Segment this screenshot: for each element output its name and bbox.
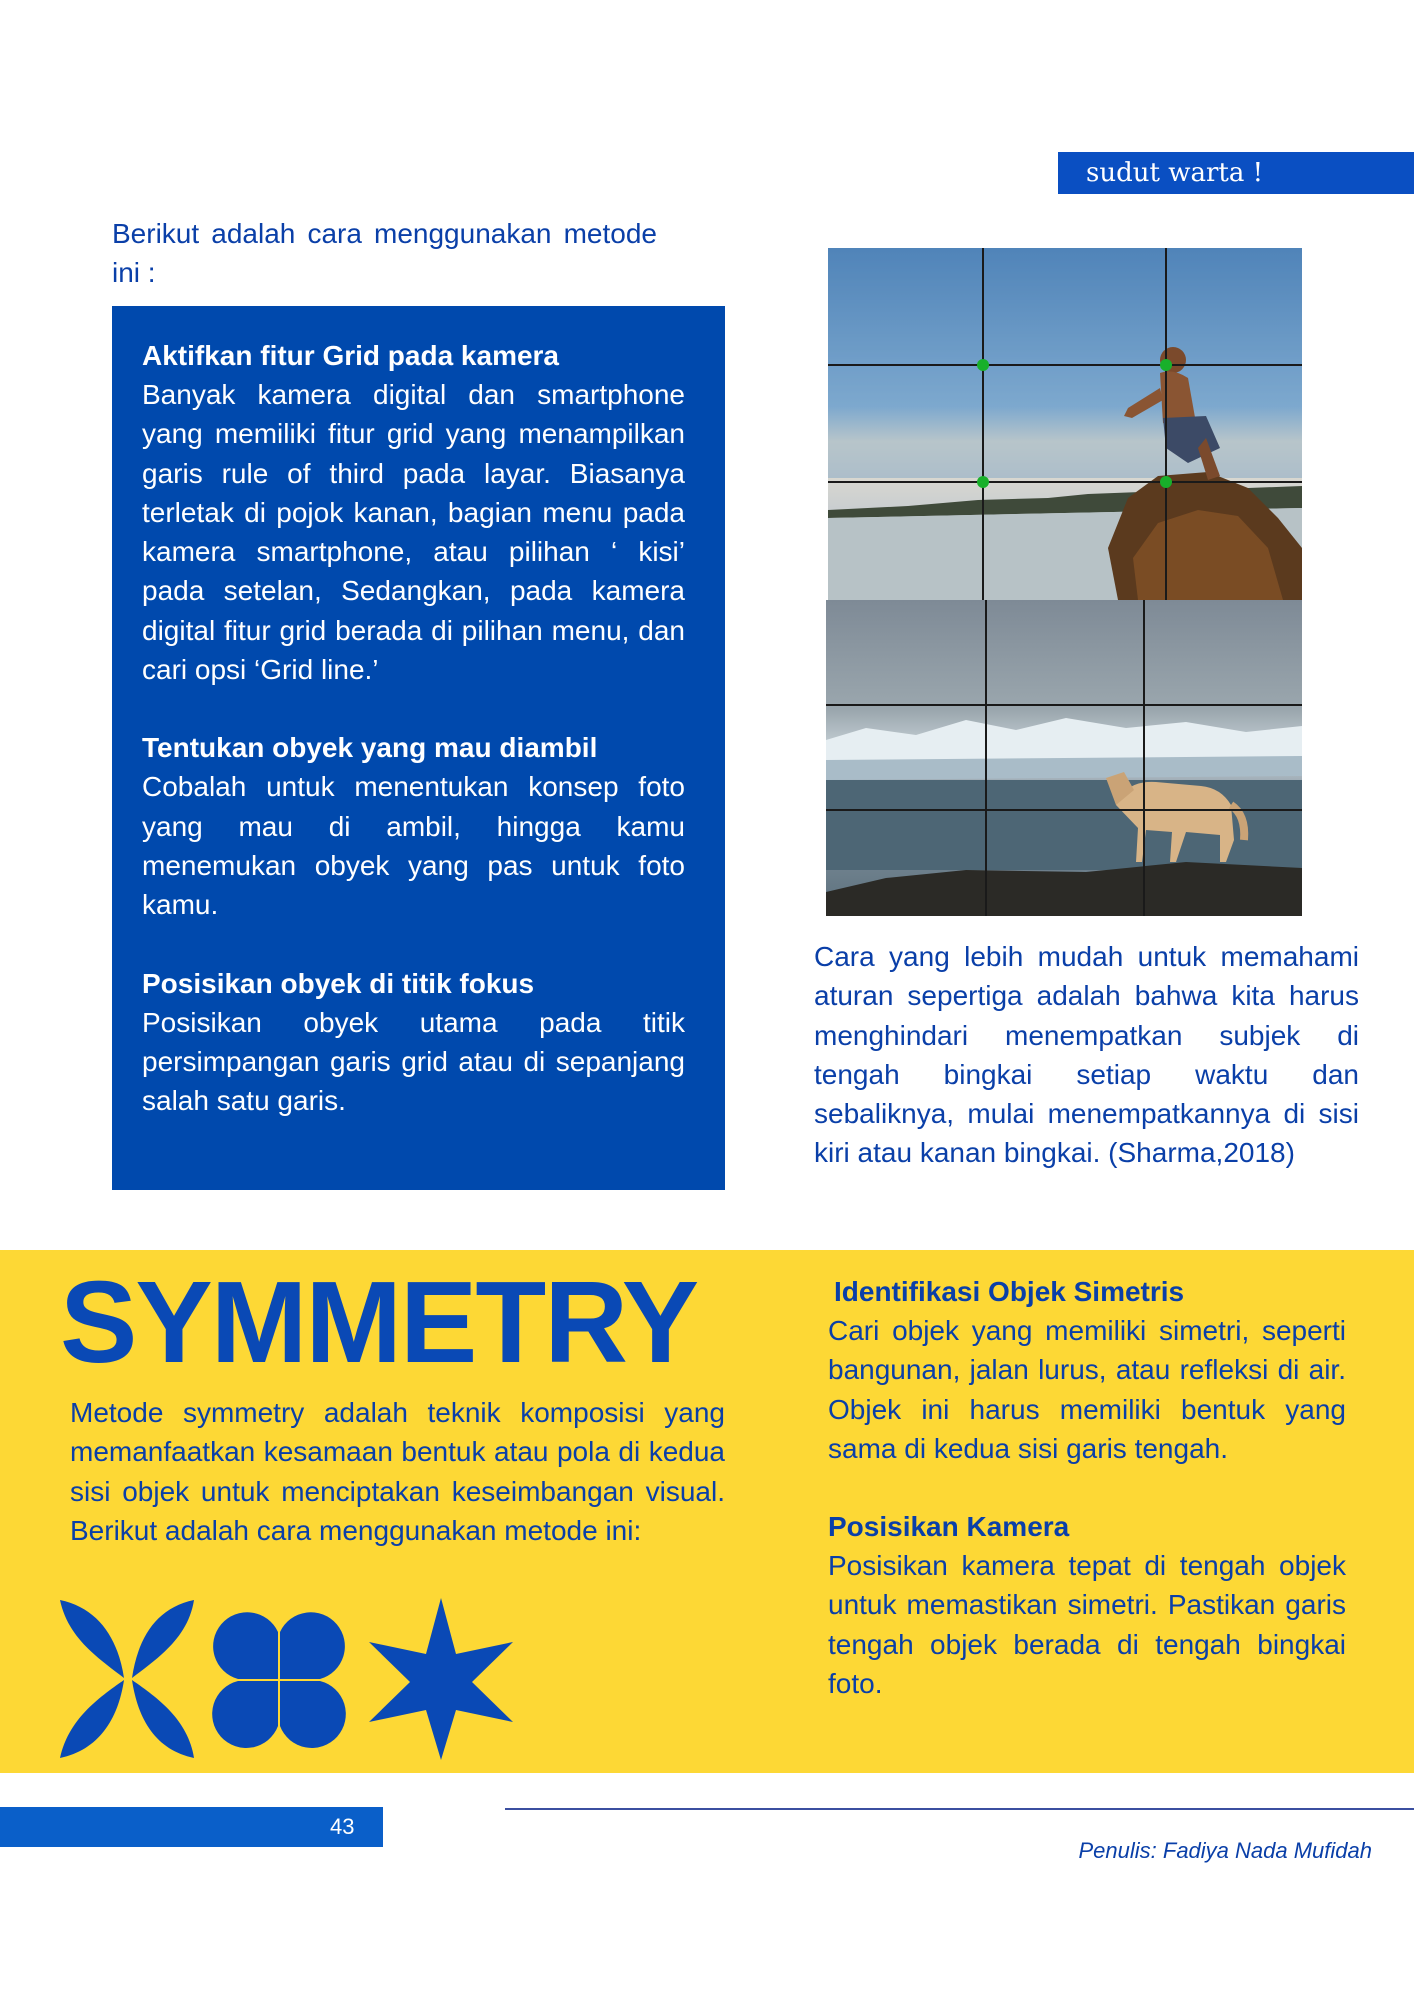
- step-title: Tentukan obyek yang mau diambil: [142, 732, 598, 764]
- rule-of-thirds-photo-dog: [826, 600, 1302, 916]
- rule-of-thirds-photo-man: [828, 248, 1302, 600]
- symmetry-description: Metode symmetry adalah teknik komposisi yang memanfaatkan kesamaan bentuk atau pola di kedua sisi objek untuk menciptakan keseimbangan visual. Berikut adalah cara menggunakan metode ini:: [70, 1397, 725, 1546]
- butterfly-flower-icon: [60, 1600, 194, 1758]
- step-title: Posisikan obyek di titik fokus: [142, 967, 535, 999]
- steps-box: [112, 306, 725, 1190]
- step-item: [828, 1507, 1346, 1703]
- quatrefoil-icon: [212, 1612, 346, 1748]
- step-body: Banyak kamera digital dan smartphone yang memiliki fitur grid yang menampilkan garis rule of third pada layar. Biasanya terletak di pojok kanan, bagian menu pada kamera smartphone, atau pilihan ‘ kisi’ pada setelan, Sedangkan, pada kamera digital fitur grid berada di pilihan menu, dan cari opsi ‘Grid line.’: [142, 379, 685, 686]
- symmetry-title: SYMMETRY: [60, 1257, 698, 1387]
- footer-bar: [0, 1807, 383, 1847]
- step-item: [142, 336, 685, 689]
- photo-illustration: [828, 248, 1302, 600]
- author-credit: Penulis: Fadiya Nada Mufidah: [1078, 1838, 1372, 1863]
- page-number: 43: [330, 1814, 355, 1839]
- step-body: Cari objek yang memiliki simetri, seperti bangunan, jalan lurus, atau refleksi di air. Objek ini harus memiliki bentuk yang sama di kedua sisi garis tengah.: [828, 1315, 1346, 1464]
- photo-caption: Cara yang lebih mudah untuk memahami aturan sepertiga adalah bahwa kita harus menghindari menempatkan subjek di tengah bingkai setiap waktu dan sebaliknya, mulai menempatkannya di sisi kiri atau kanan bingkai. (Sharma,2018): [814, 941, 1359, 1169]
- step-title: Identifikasi Objek Simetris: [834, 1276, 1185, 1307]
- step-body: Posisikan kamera tepat di tengah objek untuk memastikan simetri. Pastikan garis tengah objek berada di tengah bingkai foto.: [828, 1550, 1346, 1700]
- author-name: Fadiya Nada Mufidah: [1162, 1838, 1372, 1863]
- section-tag: sudut warta !: [1058, 152, 1414, 194]
- footer-divider: [505, 1808, 1414, 1810]
- step-title: Aktifkan fitur Grid pada kamera: [142, 340, 560, 371]
- photo-illustration: [826, 600, 1302, 916]
- decorative-shapes: [58, 1598, 518, 1760]
- intro-text: Berikut adalah cara menggunakan metode ini :: [112, 218, 657, 288]
- step-item: [142, 728, 685, 924]
- symmetry-steps: [828, 1272, 1346, 1742]
- step-body: Posisikan obyek utama pada titik persimpangan garis grid atau di sepanjang salah satu garis.: [142, 1006, 685, 1117]
- step-body: Cobalah untuk menentukan konsep foto yang mau di ambil, hingga kamu menemukan obyek yang pas untuk foto kamu.: [142, 771, 685, 921]
- author-label: Penulis: [1078, 1838, 1151, 1863]
- step-item: [828, 1272, 1346, 1468]
- step-item: [142, 964, 685, 1121]
- step-title: Posisikan Kamera: [828, 1511, 1070, 1543]
- star-icon: [369, 1598, 513, 1760]
